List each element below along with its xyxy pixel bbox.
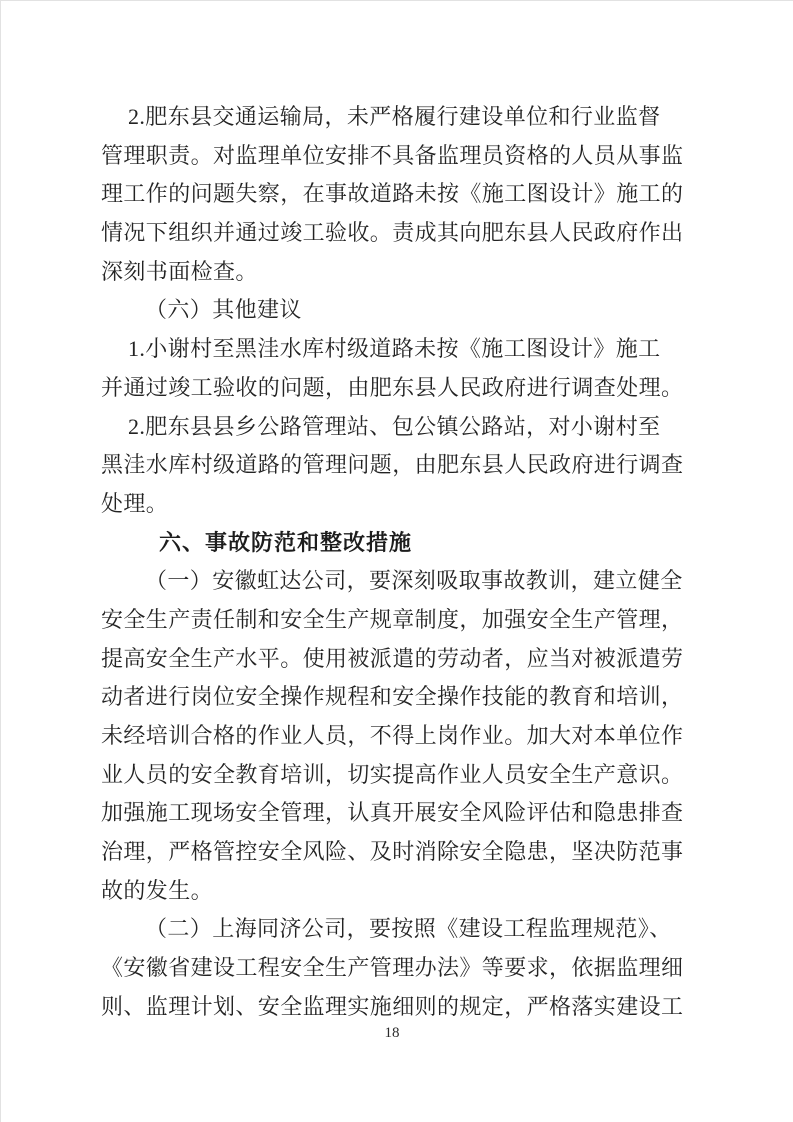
text-line: 并通过竣工验收的问题，由肥东县人民政府进行调查处理。 <box>101 374 684 400</box>
text-line: 安全生产责任制和安全生产规章制度，加强安全生产管理， <box>101 606 684 632</box>
text-line: 业人员的安全教育培训，切实提高作业人员安全生产意识。 <box>101 761 684 787</box>
text-line: 故的发生。 <box>101 877 214 903</box>
text-line: 情况下组织并通过竣工验收。责成其向肥东县人民政府作出 <box>101 220 684 246</box>
text-line: 提高安全生产水平。使用被派遣的劳动者，应当对被派遣劳 <box>101 645 684 671</box>
text-line: 黑洼水库村级道路的管理问题，由肥东县人民政府进行调查 <box>101 452 684 478</box>
text-line: 处理。 <box>101 490 169 516</box>
text-line: （二）上海同济公司，要按照《建设工程监理规范》、 <box>145 916 672 942</box>
text-line: 管理职责。对监理单位安排不具备监理员资格的人员从事监 <box>101 142 684 168</box>
section-heading: 六、事故防范和整改措施 <box>159 529 413 555</box>
text-block <box>101 98 683 1027</box>
text-line: 2.肥东县交通运输局，未严格履行建设单位和行业监督 <box>128 104 661 129</box>
page-number: 18 <box>384 1025 400 1041</box>
text-line: 理工作的问题失察，在事故道路未按《施工图设计》施工的 <box>101 181 684 207</box>
text-line: 动者进行岗位安全操作规程和安全操作技能的教育和培训， <box>101 684 684 710</box>
subsection-heading: （六）其他建议 <box>145 297 302 323</box>
text-line: 则、监理计划、安全监理实施细则的规定，严格落实建设工 <box>101 993 684 1019</box>
text-line: （一）安徽虹达公司，要深刻吸取事故教训，建立健全 <box>145 568 683 594</box>
text-line: 未经培训合格的作业人员，不得上岗作业。加大对本单位作 <box>101 723 684 748</box>
text-line: 《安徽省建设工程安全生产管理办法》等要求，依据监理细 <box>101 955 684 981</box>
text-line: 深刻书面检查。 <box>101 258 258 284</box>
text-line: 1.小谢村至黑洼水库村级道路未按《施工图设计》施工 <box>128 336 661 362</box>
text-line: 加强施工现场安全管理，认真开展安全风险评估和隐患排查 <box>101 800 684 826</box>
text-line: 治理，严格管控安全风险、及时消除安全隐患，坚决防范事 <box>101 839 684 865</box>
text-line: 2.肥东县县乡公路管理站、包公镇公路站，对小谢村至 <box>128 413 661 439</box>
